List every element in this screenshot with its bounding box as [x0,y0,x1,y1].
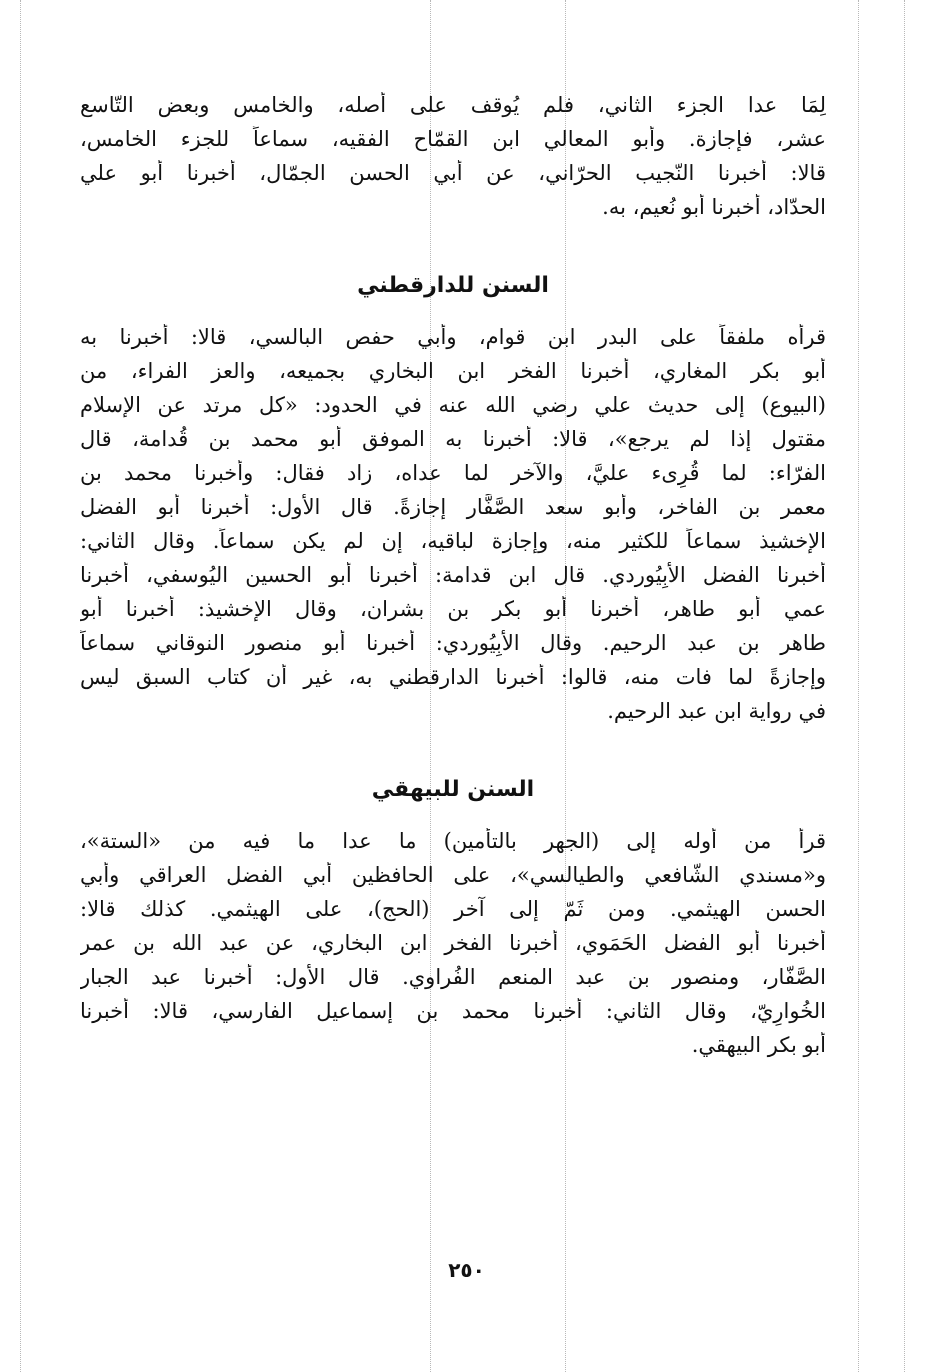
scan-guide-line [858,0,859,1372]
text-line: (البيوع) إلى حديث علي رضي الله عنه في الحدود: «كل مرتد عن الإسلام [80,393,826,417]
text-line: عشر، فإجازة. وأبو المعالي ابن القمّاح الفقيه، سماعاً للجزء الخامس، [80,127,826,151]
text-line: الفرّاء: لما قُرِىء عليَّ، والآخر لما عداه، زاد فقال: وأخبرنا محمد بن [80,461,826,485]
text-line: في رواية ابن عبد الرحيم. [607,699,826,723]
text-line: قالا: أخبرنا النّجيب الحرّاني، عن أبي الحسن الجمّال، أخبرنا أبو علي [80,161,826,185]
text-line: الحدّاد، أخبرنا أبو نُعيم، به. [602,195,826,219]
section-bayhaqi-paragraph [80,828,826,1066]
text-line: قرأه ملفقاً على البدر ابن قوام، وأبي حفص البالسي، قالا: أخبرنا به [80,325,826,349]
text-line: أبو بكر المغاري، أخبرنا الفخر ابن البخاري بجميعه، والعز الفراء، من [80,359,826,383]
scan-guide-line [904,0,905,1372]
scan-guide-line [20,0,21,1372]
text-line: لِمَا عدا الجزء الثاني، فلم يُوقف على أصله، والخامس وبعض التّاسع [80,93,826,117]
text-line: معمر بن الفاخر، وأبو سعد الصَّفَّار إجازةً. قال الأول: أخبرنا أبو الفضل [80,495,826,519]
text-line: أخبرنا أبو الفضل الحَمَوي، أخبرنا الفخر ابن البخاري، عن عبد الله بن عمر [80,931,826,955]
page-number: ٢٥٠ [448,1258,485,1282]
section-heading-bayhaqi: السنن للبيهقي [371,777,535,802]
text-line: عمي أبو طاهر، أخبرنا أبو بكر بن بشران، وقال الإخشيذ: أخبرنا أبو [80,597,826,621]
text-line: أبو بكر البيهقي. [691,1033,826,1057]
text-line: قرأ من أوله إلى (الجهر بالتأمين) ما عدا ما فيه من «الستة»، [80,829,826,853]
text-line: أخبرنا الفضل الأبِيُوردي. قال ابن قدامة: أخبرنا أبو الحسين اليُوسفي، أخبرنا [80,563,826,587]
text-line: طاهر بن عبد الرحيم. وقال الأبِيُوردي: أخبرنا أبو منصور النوقاني سماعاً [80,631,826,655]
text-line: الإخشيذ سماعاً للكثير منه، وإجازة لباقيه، إن لم يكن سماعاً. وقال الثاني: [80,529,826,553]
intro-paragraph [80,92,826,228]
text-line: مقتول إذا لم يرجع»، قالا: أخبرنا به الموفق أبو محمد بن قُدامة، قال [80,427,826,451]
text-line: و«مسندي الشّافعي والطيالسي»، على الحافظين أبي الفضل العراقي وأبي [80,863,826,887]
text-line: الحسن الهيثمي. ومن ثَمّ إلى آخر (الحج)، على الهيثمي. كذلك قالا: [80,897,826,921]
text-line: الخُوارِيّ، وقال الثاني: أخبرنا محمد بن إسماعيل الفارسي، قالا: أخبرنا [80,999,826,1023]
text-line: الصَّفّار، ومنصور بن عبد المنعم الفُراوي. قال الأول: أخبرنا عبد الجبار [80,965,826,989]
section-daraqutni-paragraph [80,324,826,732]
section-heading-daraqutni: السنن للدارقطني [357,273,549,298]
page-body [80,92,826,1066]
text-line: وإجازةً لما فات منه، قالوا: أخبرنا الدارقطني به، غير أن كتاب السبق ليس [80,665,826,689]
